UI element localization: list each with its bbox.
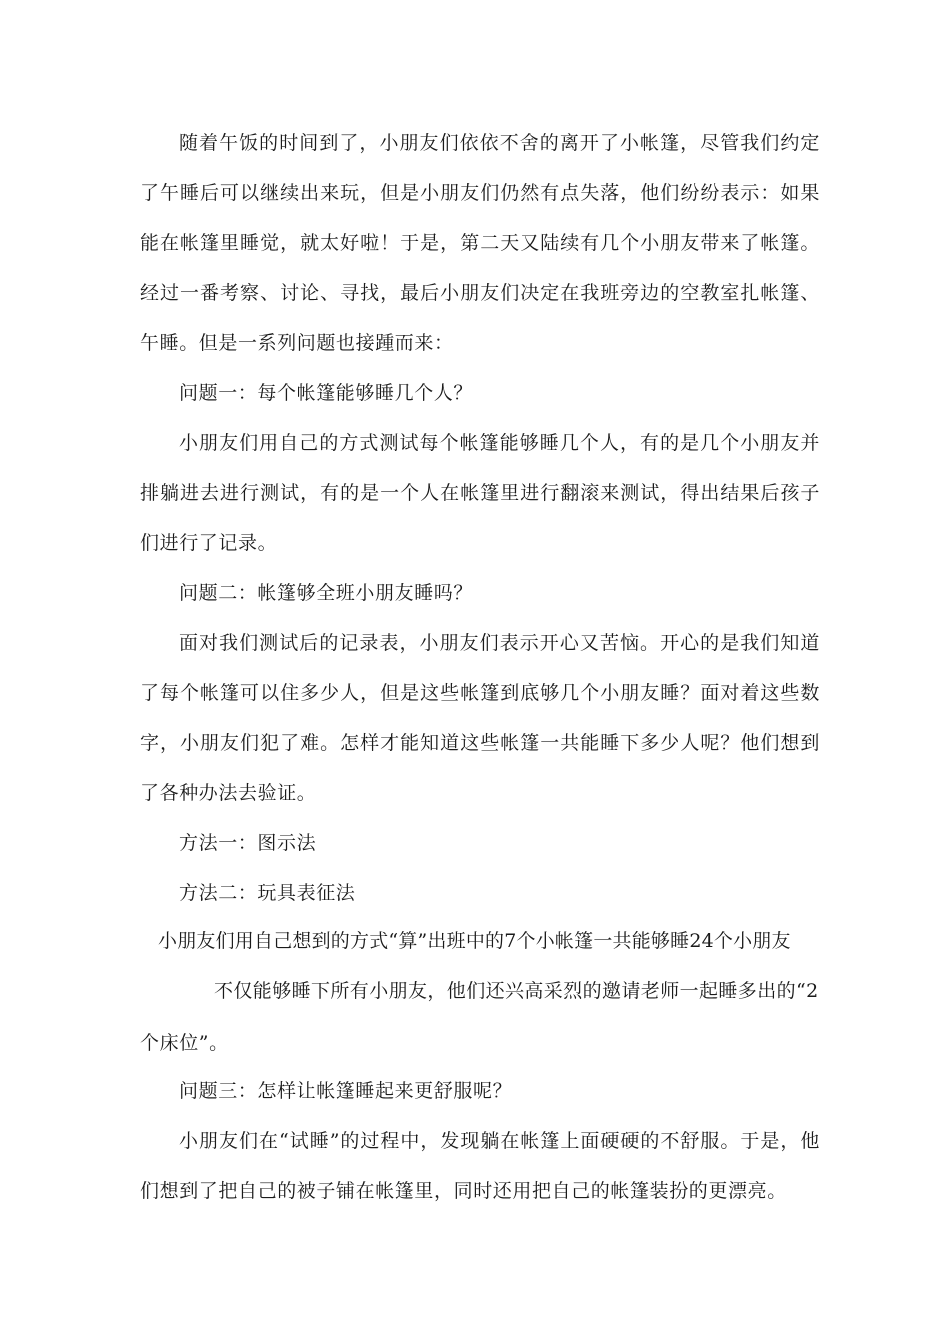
paragraph-extra-beds-end: 个床位”。 [140,1032,229,1054]
method-one-heading: 方法一：图示法 [179,832,317,854]
method-two-heading: 方法二：玩具表征法 [179,882,356,904]
question-three-heading: 问题三：怎样让帐篷睡起来更舒服呢？ [179,1080,513,1102]
paragraph-question-three: 小朋友们在“试睡”的过程中，发现躺在帐篷上面硬硬的不舒服。于是，他们想到了把自己的被子铺在帐篷里，同时还用把自己的帐篷装扮的更漂亮。 [140,1130,820,1202]
question-one-heading: 问题一：每个帐篷能够睡几个人？ [179,382,474,404]
question-two-heading: 问题二：帐篷够全班小朋友睡吗？ [179,582,474,604]
paragraph-extra-beds: 不仅能够睡下所有小朋友，他们还兴高采烈的邀请老师一起睡多出的“2 [214,980,819,1002]
paragraph-question-two: 面对我们测试后的记录表，小朋友们表示开心又苦恼。开心的是我们知道了每个帐篷可以住多少人，但是这些帐篷到底够几个小朋友睡？面对着这些数字，小朋友们犯了难。怎样才能知道这些帐篷一共能睡下多少人呢？他们想到了各种办法去验证。 [140,632,820,804]
paragraph-question-one: 小朋友们用自己的方式测试每个帐篷能够睡几个人，有的是几个小朋友并排躺进去进行测试，有的是一个人在帐篷里进行翻滚来测试，得出结果后孩子们进行了记录。 [140,432,820,554]
paragraph-intro: 随着午饭的时间到了，小朋友们依依不舍的离开了小帐篷，尽管我们约定了午睡后可以继续出来玩，但是小朋友们仍然有点失落，他们纷纷表示：如果能在帐篷里睡觉，就太好啦！于是，第二天又陆续有几个小朋友带来了帐篷。经过一番考察、讨论、寻找，最后小朋友们决定在我班旁边的空教室扎帐篷、午睡。但是一系列问题也接踵而来： [140,132,820,354]
paragraph-calculation: 小朋友们用自己想到的方式“算”出班中的7个小帐篷一共能够睡24个小朋友 [158,930,791,952]
